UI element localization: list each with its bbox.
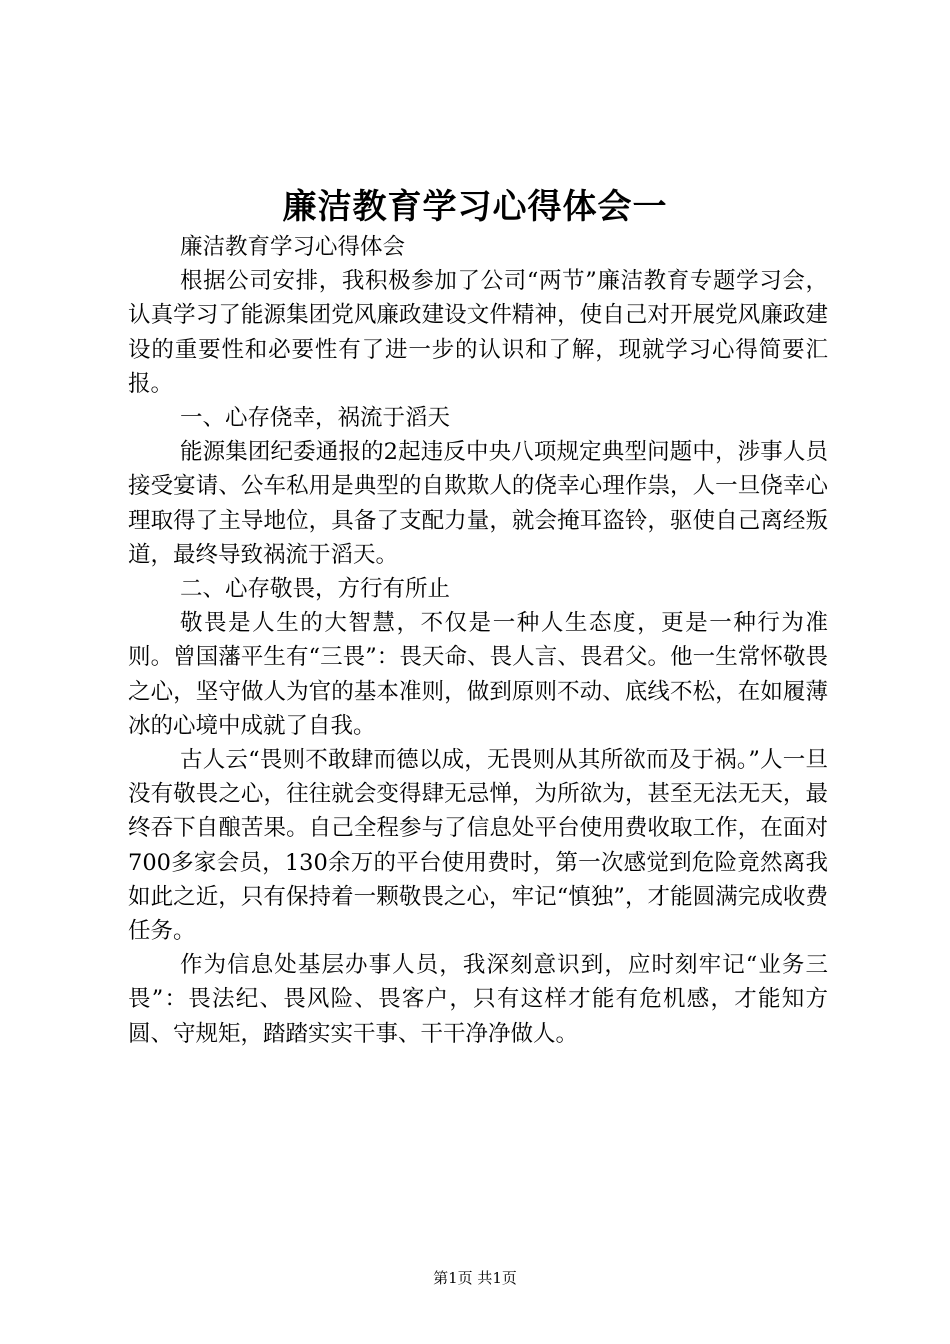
section-1-paragraph: 能源集团纪委通报的2起违反中央八项规定典型问题中，涉事人员接受宴请、公车私用是典型的自欺欺人的侥幸心理作祟，人一旦侥幸心理取得了主导地位，具备了支配力量，就会掩耳盗铃，驱使自己离经叛道，最终导致祸流于滔天。 [128, 439, 828, 568]
page-footer: 第1页 共1页 [433, 1269, 517, 1287]
intro-paragraph: 根据公司安排，我积极参加了公司“两节”廉洁教育专题学习会，认真学习了能源集团党风廉政建设文件精神，使自己对开展党风廉政建设的重要性和必要性有了进一步的认识和了解，现就学习心得简要汇报。 [128, 268, 828, 397]
section-heading-2: 二、心存敬畏，方行有所止 [180, 576, 451, 603]
section-2-paragraph-2: 古人云“畏则不敢肆而德以成，无畏则从其所欲而及于祸。”人一旦没有敬畏之心，往往就会变得肆无忌惮，为所欲为，甚至无法无天，最终吞下自酿苦果。自己全程参与了信息处平台使用费收取工作，在面对700多家会员，130余万的平台使用费时，第一次感觉到危险竟然离我如此之近，只有保持着一颗敬畏之心，牢记“慎独”，才能圆满完成收费任务。 [128, 747, 828, 945]
document-title: 廉洁教育学习心得体会一 [282, 187, 668, 227]
section-2-paragraph-1: 敬畏是人生的大智慧，不仅是一种人生态度，更是一种行为准则。曾国藩平生有“三畏”：畏天命、畏人言、畏君父。他一生常怀敬畏之心，坚守做人为官的基本准则，做到原则不动、底线不松，在如履薄冰的心境中成就了自我。 [128, 610, 828, 739]
document-body [128, 230, 828, 1051]
subtitle-line: 廉洁教育学习心得体会 [180, 234, 406, 260]
section-heading-1: 一、心存侥幸，祸流于滔天 [180, 405, 451, 432]
closing-paragraph: 作为信息处基层办事人员，我深刻意识到，应时刻牢记“业务三畏”：畏法纪、畏风险、畏客户，只有这样才能有危机感，才能知方圆、守规矩，踏踏实实干事、干干净净做人。 [128, 952, 828, 1047]
